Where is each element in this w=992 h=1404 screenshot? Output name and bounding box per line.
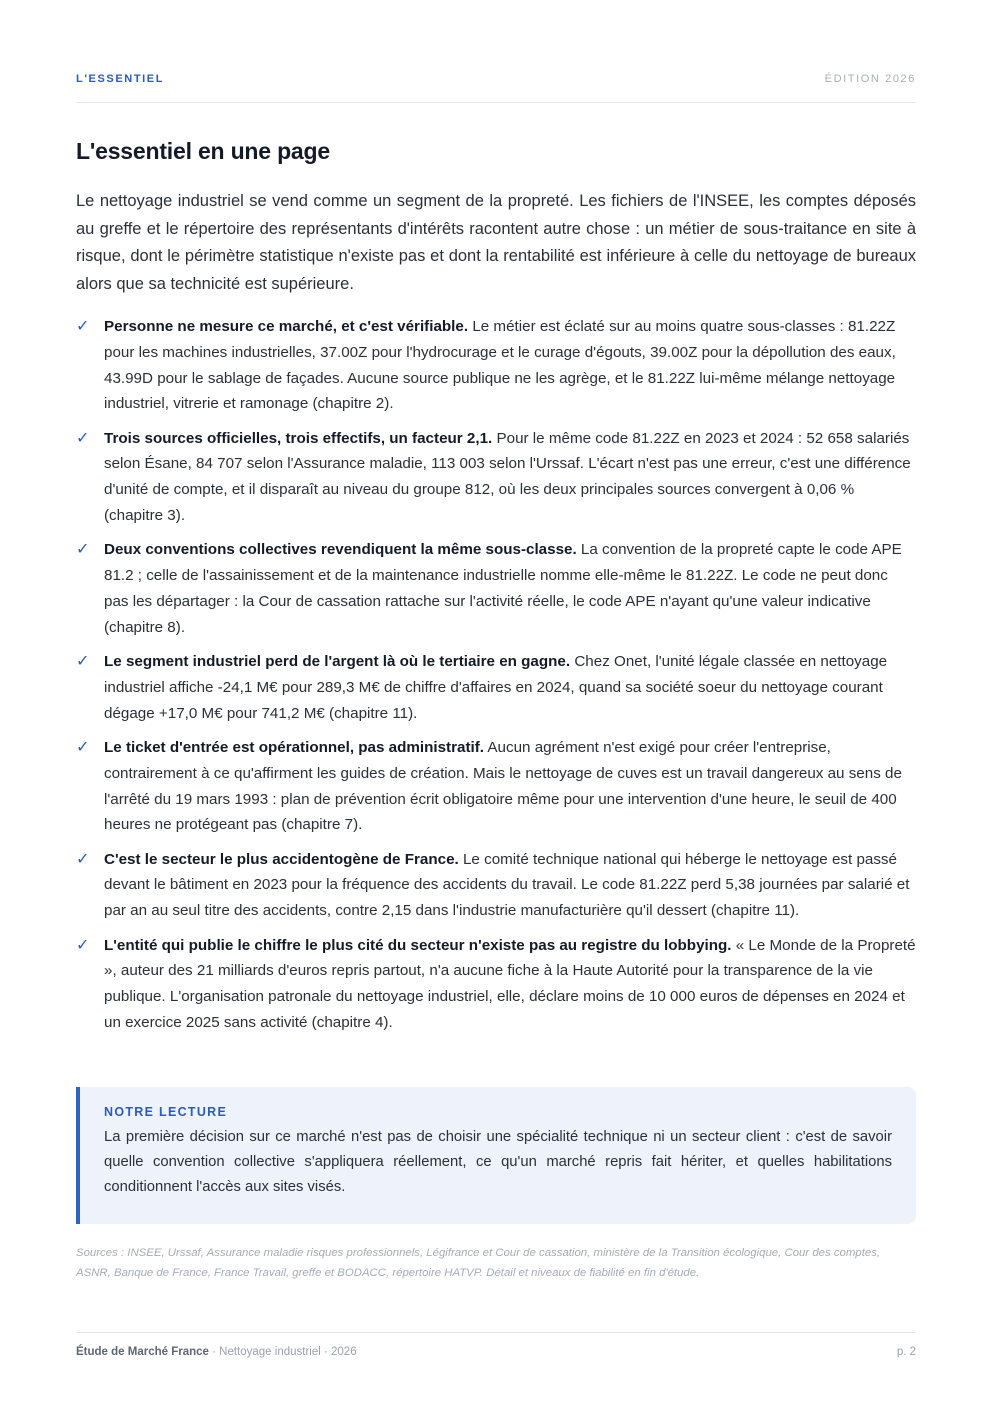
finding-title: Deux conventions collectives revendiquent la même sous-classe. — [104, 541, 577, 559]
footer-title — [76, 1346, 357, 1358]
finding-title: Le segment industriel perd de l'argent là où le tertiaire en gagne. — [104, 653, 571, 671]
finding-title: Le ticket d'entrée est opérationnel, pas administratif. — [104, 738, 485, 756]
finding-item — [76, 847, 916, 924]
check-icon: ✓ — [76, 429, 90, 447]
section-label: L'ESSENTIEL — [76, 73, 165, 85]
finding-text: La convention de la propreté capte le code APE 81.2 ; celle de l'assainissement et de la maintenance industrielle nomme elle-même le 81.22Z. Le code ne peut donc pas les départager : la Cour de cassation rattache sur l'activité réelle, le code APE n'ayant qu'une valeur indicative (chapitre 8). — [104, 541, 902, 636]
finding-item — [76, 933, 916, 1036]
findings-list — [76, 314, 916, 1044]
intro-paragraph: Le nettoyage industriel se vend comme un segment de la propreté. Les fichiers de l'INSEE, les comptes déposés au greffe et le répertoire des représentants d'intérêts racontent autre chose : un métier de sous-traitance en site à risque, dont le périmètre statistique n'existe pas et dont la rentabilité est inférieure à celle du nettoyage de bureaux alors que sa technicité est supérieure. — [76, 192, 916, 293]
sources-note: Sources : INSEE, Urssaf, Assurance maladie risques professionnels, Légifrance et Cour de cassation, ministère de la Transition écologique, Cour des comptes, ASNR, Banque de France, France Travail, greffe et BODACC, répertoire HATVP. Détail et niveaux de fiabilité en fin d'étude. — [76, 1247, 881, 1279]
page-footer — [76, 1332, 916, 1358]
running-header — [76, 66, 916, 103]
finding-title: Trois sources officielles, trois effectifs, un facteur 2,1. — [104, 429, 493, 447]
check-icon: ✓ — [76, 850, 90, 868]
finding-text: Chez Onet, l'unité légale classée en nettoyage industriel affiche -24,1 M€ pour 289,3 M€ de chiffre d'affaires en 2024, quand sa société soeur du nettoyage courant dégage +17,0 M€ pour 741,2 M€ (chapitre 11). — [104, 653, 888, 722]
finding-item — [76, 537, 916, 640]
finding-title: L'entité qui publie le chiffre le plus cité du secteur n'existe pas au registre du lobbying. — [104, 936, 732, 954]
finding-item — [76, 735, 916, 838]
callout-text: La première décision sur ce marché n'est pas de choisir une spécialité technique ni un secteur client : c'est de savoir quelle convention collective s'appliquera réellement, ce qu'un marché repris fait hériter, et quelles habilitations conditionnent l'accès aux sites visés. — [104, 1129, 892, 1195]
finding-text: Pour le même code 81.22Z en 2023 et 2024 : 52 658 salariés selon Ésane, 84 707 selon l'Assurance maladie, 113 003 selon l'Urssaf. L'écart n'est pas une erreur, c'est une différence d'unité de compte, et il disparaît au niveau du groupe 812, où les deux principales sources convergent à 0,06 % (chapitre 3). — [104, 429, 911, 525]
check-icon: ✓ — [76, 541, 90, 559]
finding-item — [76, 649, 916, 726]
check-icon: ✓ — [76, 738, 90, 756]
finding-text: « Le Monde de la Propreté », auteur des 21 milliards d'euros repris partout, n'a aucune fiche à la Haute Autorité pour la transparence de la vie publique. L'organisation patronale du nettoyage industriel, elle, déclare moins de 10 000 euros de dépenses en 2024 et un exercice 2025 sans activité (chapitre 4). — [104, 936, 916, 1031]
reading-callout — [76, 1087, 916, 1224]
page-number: p. 2 — [896, 1346, 916, 1358]
check-icon: ✓ — [76, 653, 90, 671]
check-icon: ✓ — [76, 318, 90, 335]
finding-text: Le comité technique national qui héberge le nettoyage est passé devant le bâtiment en 2023 pour la fréquence des accidents du travail. Le code 81.22Z perd 5,38 journées par salarié et par an au seul titre des accidents, contre 2,15 dans l'industrie manufacturière qu'il dessert (chapitre 11). — [104, 850, 910, 920]
footer-subtitle: · Nettoyage industriel · 2026 — [208, 1346, 357, 1358]
edition-label: ÉDITION 2026 — [824, 73, 916, 85]
check-icon: ✓ — [76, 936, 90, 954]
footer-brand: Étude de Marché France — [76, 1346, 209, 1358]
finding-text: Aucun agrément n'est exigé pour créer l'entreprise, contrairement à ce qu'affirment les guides de création. Mais le nettoyage de cuves est un travail dangereux au sens de l'arrêté du 19 mars 1993 : plan de prévention écrit obligatoire même pour une intervention d'une heure, le seuil de 400 heures ne protégeant pas (chapitre 7). — [104, 738, 902, 834]
finding-item — [76, 426, 916, 529]
finding-item — [76, 314, 916, 417]
page-title: L'essentiel en une page — [76, 138, 330, 164]
finding-title: C'est le secteur le plus accidentogène de France. — [104, 850, 459, 868]
callout-label: NOTRE LECTURE — [104, 1105, 228, 1119]
finding-title: Personne ne mesure ce marché, et c'est vérifiable. — [104, 318, 469, 335]
finding-text: Le métier est éclaté sur au moins quatre sous-classes : 81.22Z pour les machines industrielles, 37.00Z pour l'hydrocurage et le curage d'égouts, 39.00Z pour la dépollution des eaux, 43.99D pour le sablage de façades. Aucune source publique ne les agrège, et le 81.22Z lui-même mélange nettoyage industriel, vitrerie et ramonage (chapitre 2). — [104, 318, 896, 413]
